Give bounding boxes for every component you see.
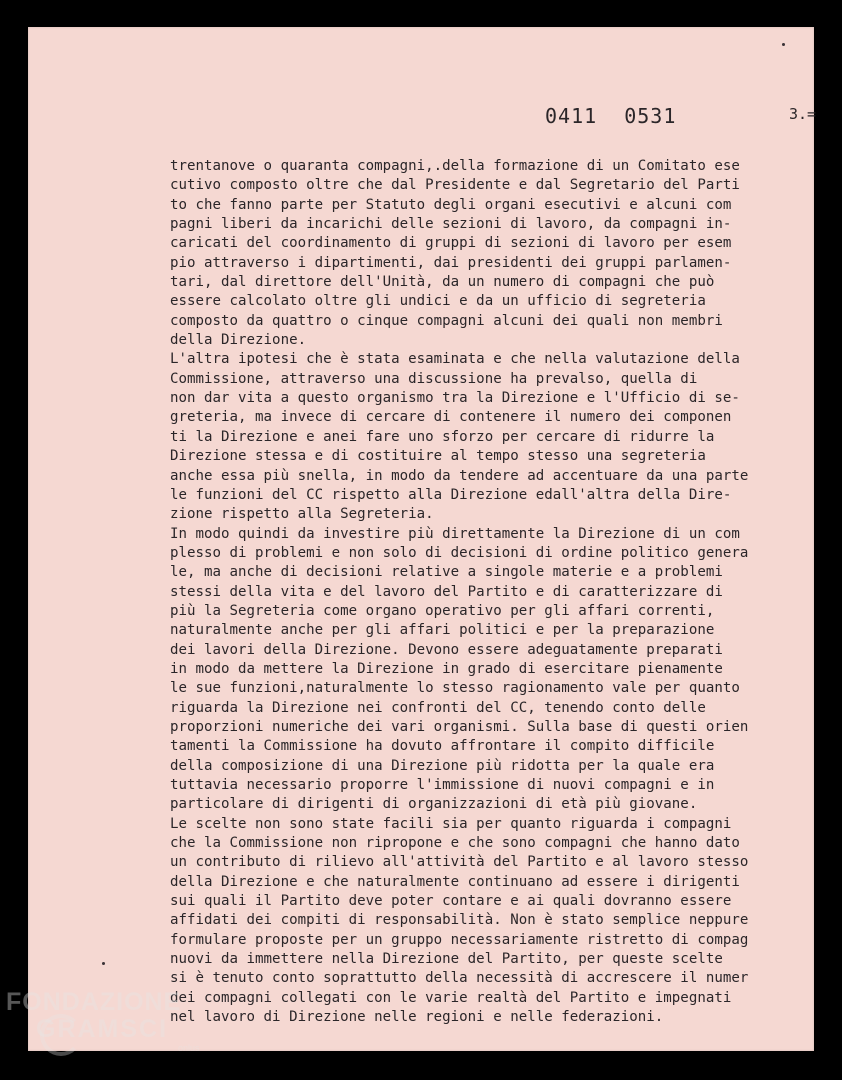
watermark-ring-icon <box>40 1014 82 1056</box>
text-line: le funzioni del CC rispetto alla Direzione edall'altra della Dire- <box>170 486 732 503</box>
text-line: cutivo composto oltre che dal Presidente e dal Segretario del Parti <box>170 177 740 194</box>
watermark-subtitle: GRAMSCI <box>36 1015 169 1043</box>
text-line: naturalmente anche per gli affari politici e per la preparazione <box>170 622 715 639</box>
text-line: nuovi da immettere nella Direzione del Partito, per queste scelte <box>170 951 723 968</box>
text-line: tuttavia necessario proporre l'immissione di nuovi compagni e in <box>170 777 715 793</box>
watermark-title: FONDAZIONE <box>6 988 182 1016</box>
archive-watermark <box>6 990 200 1053</box>
text-line: greteria, ma invece di cercare di contenere il numero dei componen <box>170 409 732 426</box>
text-line: le, ma anche di decisioni relative a singole materie e a problemi <box>170 564 723 581</box>
text-line: caricati del coordinamento di gruppi di sezioni di lavoro per esem <box>170 235 732 252</box>
text-line: essere calcolato oltre gli undici e da un ufficio di segreteria <box>170 293 706 310</box>
text-line: un contributo di rilievo all'attività del Partito e al lavoro stesso <box>170 854 749 871</box>
text-line: plesso di problemi e non solo di decisioni di ordine politico genera <box>170 544 749 561</box>
text-line: della Direzione. <box>170 332 307 349</box>
text-line: tari, dal direttore dell'Unità, da un numero di compagni che può <box>170 274 715 291</box>
text-line: pio attraverso i dipartimenti, dai presidenti dei gruppi parlamen- <box>170 254 732 271</box>
text-line: affidati dei compiti di responsabilità. Non è stato semplice neppure <box>170 912 749 929</box>
text-line: riguarda la Direzione nei confronti del CC, tenendo conto delle <box>170 699 706 716</box>
text-line: della composizione di una Direzione più ridotta per la quale era <box>170 757 715 774</box>
text-line: in modo da mettere la Direzione in grado di esercitare pienamente <box>170 660 723 677</box>
text-line: proporzioni numeriche dei vari organismi. Sulla base di questi orien <box>170 718 749 735</box>
text-line: dei compagni collegati con le varie realtà del Partito e impegnati <box>170 989 732 1006</box>
page-number: 3.= <box>789 105 817 123</box>
text-line: to che fanno parte per Statuto degli organi esecutivi e alcuni com <box>170 196 732 213</box>
text-line: più la Segreteria come organo operativo per gli affari correnti, <box>170 602 715 619</box>
text-line: sui quali il Partito deve poter contare e ai quali dovranno essere <box>170 893 732 910</box>
text-line: ti la Direzione e anei fare uno sforzo per cercare di ridurre la <box>170 428 715 445</box>
text-line: particolare di dirigenti di organizzazioni di età più giovane. <box>170 796 698 813</box>
watermark-suffix: onlus <box>178 1043 200 1053</box>
text-line: che la Commissione non ripropone e che sono compagni che hanno dato <box>170 835 740 852</box>
paper-speck <box>102 962 105 965</box>
text-line: composto da quattro o cinque compagni alcuni dei quali non membri <box>170 312 723 329</box>
text-line: nel lavoro di Direzione nelle regioni e nelle federazioni. <box>170 1009 664 1026</box>
text-line: dei lavori della Direzione. Devono essere adeguatamente preparati <box>170 641 723 658</box>
document-page <box>28 27 817 1051</box>
text-line: non dar vita a questo organismo tra la Direzione e l'Ufficio di se- <box>170 390 740 407</box>
paper-speck <box>782 43 785 46</box>
text-line: Commissione, attraverso una discussione ha prevalso, quella di <box>170 370 698 387</box>
text-line: In modo quindi da investire più direttamente la Direzione di un com <box>170 525 740 542</box>
text-line: trentanove o quaranta compagni,.della formazione di un Comitato ese <box>170 158 740 174</box>
archive-number: 0411 0531 <box>545 104 677 128</box>
text-line: della Direzione e che naturalmente continuano ad essere i dirigenti <box>170 873 740 890</box>
text-line: anche essa più snella, in modo da tendere ad accentuare da una parte <box>170 467 749 484</box>
text-line: formulare proposte per un gruppo necessariamente ristretto di compag <box>170 931 749 948</box>
body-text <box>170 157 830 1027</box>
text-line: tamenti la Commissione ha dovuto affrontare il compito difficile <box>170 738 715 755</box>
text-line: zione rispetto alla Segreteria. <box>170 506 434 523</box>
text-line: le sue funzioni,naturalmente lo stesso ragionamento vale per quanto <box>170 680 740 697</box>
text-line: stessi della vita e del lavoro del Partito e di caratterizzare di <box>170 583 723 600</box>
text-line: pagni liberi da incarichi delle sezioni di lavoro, da compagni in- <box>170 216 732 233</box>
text-line: si è tenuto conto soprattutto della necessità di accrescere il numer <box>170 970 749 987</box>
text-line: Le scelte non sono state facili sia per quanto riguarda i compagni <box>170 815 732 832</box>
text-line: L'altra ipotesi che è stata esaminata e che nella valutazione della <box>170 351 740 368</box>
text-line: Direzione stessa e di costituire al tempo stesso una segreteria <box>170 448 706 465</box>
